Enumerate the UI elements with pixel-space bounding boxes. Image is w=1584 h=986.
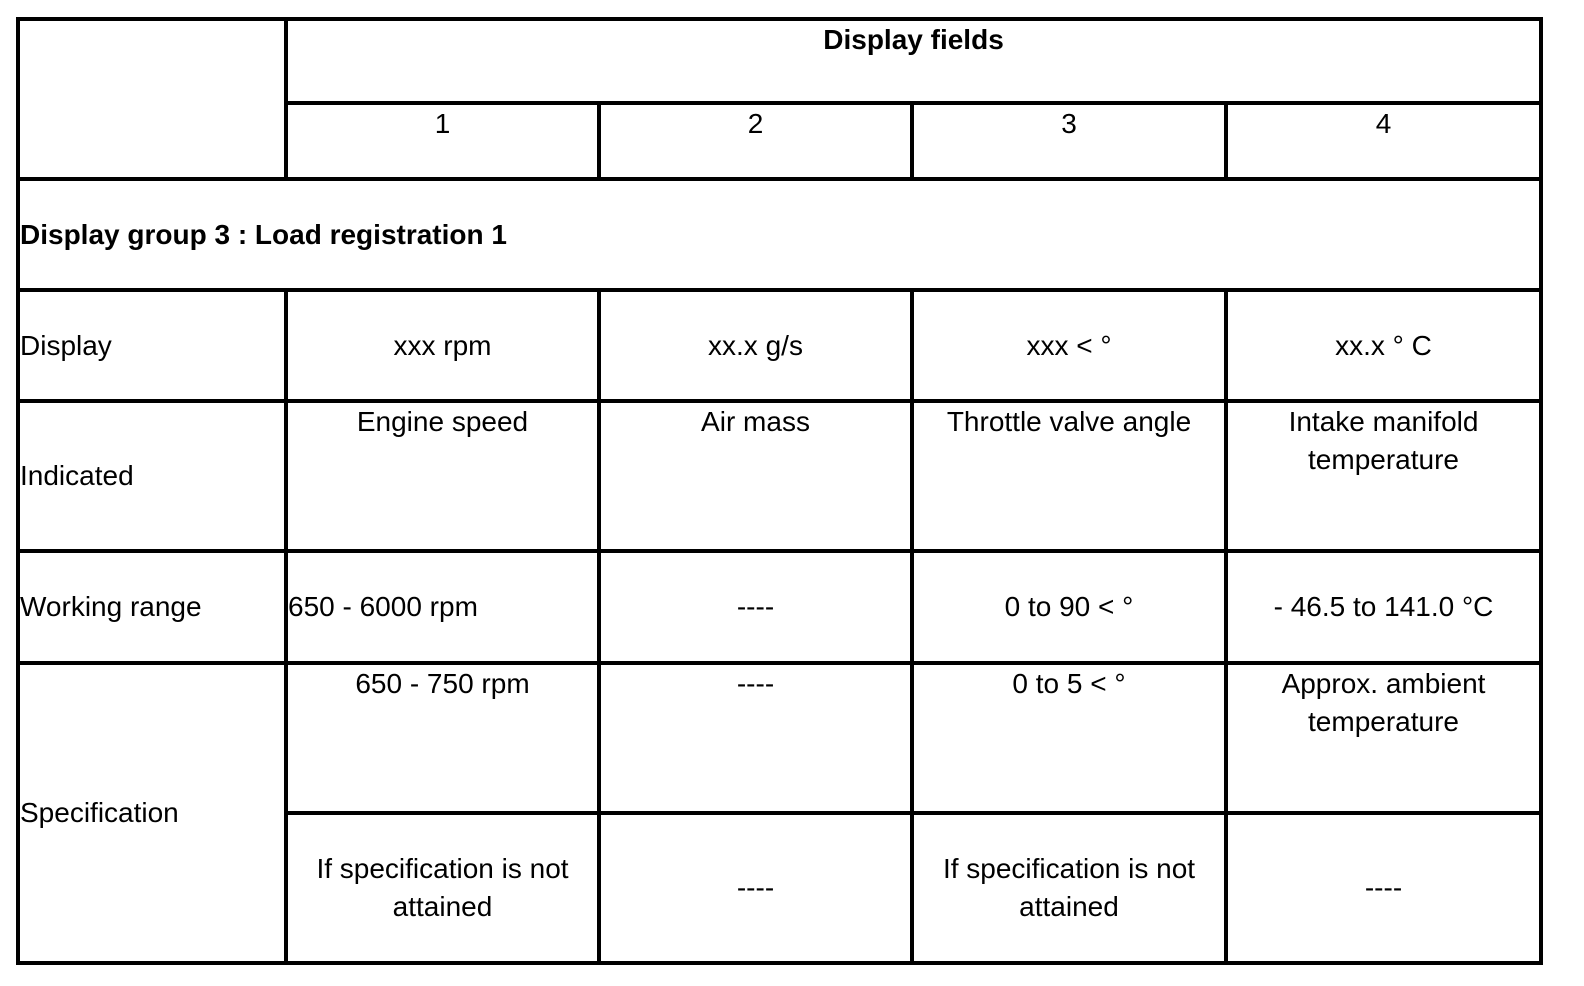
field-number-4: 4 [1226, 103, 1541, 179]
indicated-value-1 [286, 401, 599, 551]
working-range-value-4: - 46.5 to 141.0 °C [1226, 551, 1541, 663]
row-label-display: Display [18, 290, 286, 401]
specification-value-2 [599, 663, 912, 813]
specification-text-3: 0 to 5 < ° [1012, 668, 1126, 699]
table-row [18, 663, 1541, 813]
row-label-indicated: Indicated [18, 401, 286, 551]
indicated-text-4: Intake manifold temperature [1288, 406, 1479, 475]
header-row [18, 19, 1541, 103]
not-attained-value-3 [912, 813, 1226, 963]
table-row [18, 551, 1541, 663]
not-attained-text-4: ---- [1364, 872, 1403, 903]
specification-text-2: ---- [736, 668, 775, 699]
display-group-label: Display group 3 : Load registration 1 [18, 179, 1541, 290]
not-attained-text-3: If specification is not attained [942, 853, 1196, 922]
specification-value-4 [1226, 663, 1541, 813]
measuring-value-table [16, 17, 1543, 965]
corner-cell [18, 19, 286, 179]
field-number-1: 1 [286, 103, 599, 179]
working-range-value-3: 0 to 90 < ° [912, 551, 1226, 663]
specification-value-3 [912, 663, 1226, 813]
not-attained-text-1: If specification is not attained [316, 853, 569, 922]
table-row [18, 401, 1541, 551]
not-attained-value-4 [1226, 813, 1541, 963]
indicated-text-3: Throttle valve angle [946, 406, 1192, 437]
specification-value-1 [286, 663, 599, 813]
not-attained-text-2: ---- [736, 872, 775, 903]
display-value-2: xx.x g/s [599, 290, 912, 401]
working-range-value-2: ---- [599, 551, 912, 663]
indicated-value-4 [1226, 401, 1541, 551]
indicated-text-2: Air mass [701, 406, 810, 437]
row-label-working-range: Working range [18, 551, 286, 663]
working-range-value-1: 650 - 6000 rpm [286, 551, 599, 663]
not-attained-value-2 [599, 813, 912, 963]
indicated-value-2 [599, 401, 912, 551]
table-row [18, 290, 1541, 401]
not-attained-value-1 [286, 813, 599, 963]
specification-text-4: Approx. ambient temperature [1281, 668, 1486, 737]
display-value-1: xxx rpm [286, 290, 599, 401]
indicated-text-1: Engine speed [356, 406, 529, 437]
field-number-2: 2 [599, 103, 912, 179]
display-value-4: xx.x ° C [1226, 290, 1541, 401]
specification-text-1: 650 - 750 rpm [355, 668, 530, 699]
indicated-value-3 [912, 401, 1226, 551]
display-value-3: xxx < ° [912, 290, 1226, 401]
display-fields-title: Display fields [286, 19, 1541, 103]
display-group-row [18, 179, 1541, 290]
row-label-specification: Specification [18, 663, 286, 963]
field-number-3: 3 [912, 103, 1226, 179]
